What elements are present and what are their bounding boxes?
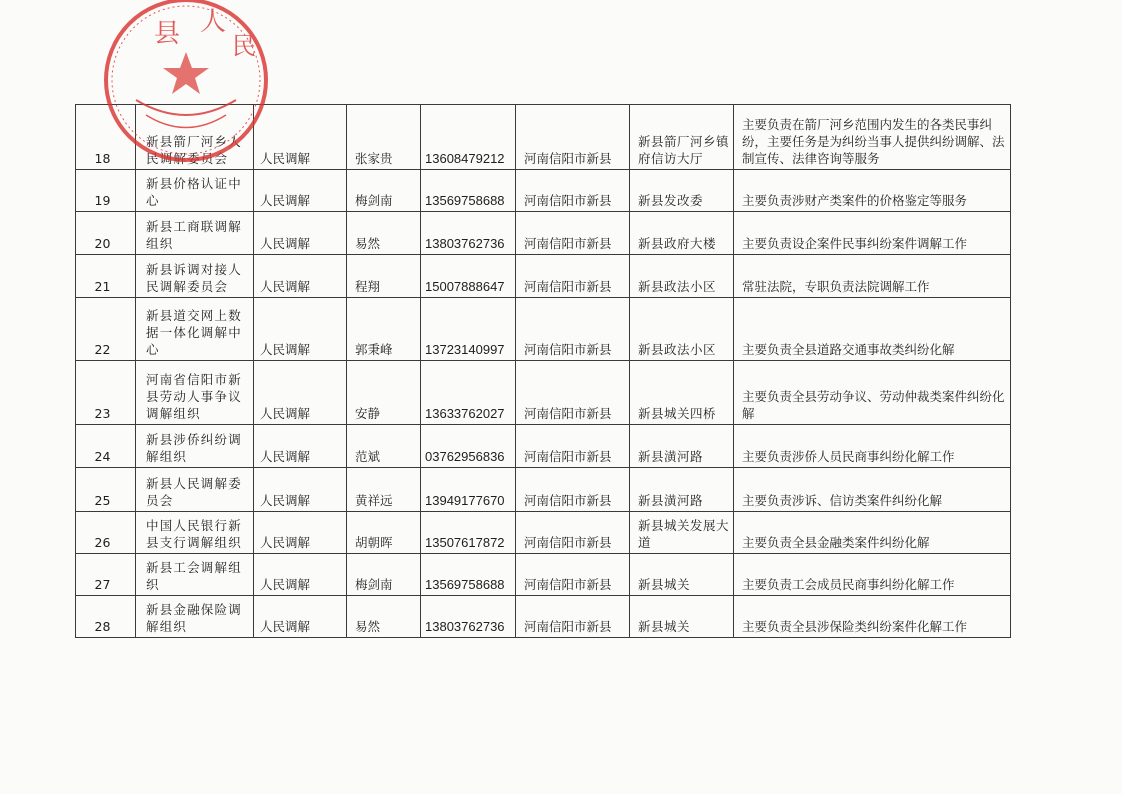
address: 新县箭厂河乡镇府信访大厅 <box>630 105 734 170</box>
row-number: 25 <box>76 468 136 512</box>
organization-name: 新县人民调解委员会 <box>136 468 254 512</box>
duty-description: 常驻法院，专职负责法院调解工作 <box>734 255 1011 298</box>
organization-name: 新县涉侨纠纷调解组织 <box>136 425 254 468</box>
phone-number: 13569758688 <box>421 170 516 212</box>
phone-number: 13608479212 <box>421 105 516 170</box>
contact-person: 张家贵 <box>347 105 421 170</box>
table-row <box>76 468 1011 512</box>
row-number: 26 <box>76 512 136 554</box>
mediation-type: 人民调解 <box>254 298 347 361</box>
mediation-type: 人民调解 <box>254 512 347 554</box>
address: 新县城关四桥 <box>630 361 734 425</box>
row-number: 18 <box>76 105 136 170</box>
region: 河南信阳市新县 <box>516 596 630 638</box>
organization-name: 河南省信阳市新县劳动人事争议调解组织 <box>136 361 254 425</box>
svg-text:人: 人 <box>200 7 227 37</box>
duty-description: 主要负责涉诉、信访类案件纠纷化解 <box>734 468 1011 512</box>
contact-person: 胡朝晖 <box>347 512 421 554</box>
contact-person: 易然 <box>347 596 421 638</box>
phone-number: 15007888647 <box>421 255 516 298</box>
table-row <box>76 596 1011 638</box>
phone-number: 13569758688 <box>421 554 516 596</box>
duty-description: 主要负责涉侨人员民商事纠纷化解工作 <box>734 425 1011 468</box>
mediation-type: 人民调解 <box>254 212 347 255</box>
region: 河南信阳市新县 <box>516 255 630 298</box>
contact-person: 程翔 <box>347 255 421 298</box>
table-row <box>76 425 1011 468</box>
organization-name: 中国人民银行新县支行调解组织 <box>136 512 254 554</box>
address: 新县城关发展大道 <box>630 512 734 554</box>
mediation-type: 人民调解 <box>254 361 347 425</box>
phone-number: 13949177670 <box>421 468 516 512</box>
table-row <box>76 212 1011 255</box>
duty-description: 主要负责在箭厂河乡范围内发生的各类民事纠纷，主要任务是为纠纷当事人提供纠纷调解、法制宣传、法律咨询等服务 <box>734 105 1011 170</box>
contact-person: 范斌 <box>347 425 421 468</box>
address: 新县政府大楼 <box>630 212 734 255</box>
region: 河南信阳市新县 <box>516 170 630 212</box>
svg-text:民: 民 <box>232 32 256 60</box>
duty-description: 主要负责工会成员民商事纠纷化解工作 <box>734 554 1011 596</box>
phone-number: 13803762736 <box>421 596 516 638</box>
duty-description: 主要负责全县道路交通事故类纠纷化解 <box>734 298 1011 361</box>
row-number: 23 <box>76 361 136 425</box>
table-row <box>76 298 1011 361</box>
address: 新县城关 <box>630 554 734 596</box>
phone-number: 03762956836 <box>421 425 516 468</box>
contact-person: 郭秉峰 <box>347 298 421 361</box>
duty-description: 主要负责全县涉保险类纠纷案件化解工作 <box>734 596 1011 638</box>
region: 河南信阳市新县 <box>516 105 630 170</box>
organization-name: 新县价格认证中心 <box>136 170 254 212</box>
row-number: 28 <box>76 596 136 638</box>
address: 新县潢河路 <box>630 425 734 468</box>
row-number: 22 <box>76 298 136 361</box>
contact-person: 安静 <box>347 361 421 425</box>
row-number: 19 <box>76 170 136 212</box>
duty-description: 主要负责设企案件民事纠纷案件调解工作 <box>734 212 1011 255</box>
phone-number: 13633762027 <box>421 361 516 425</box>
phone-number: 13723140997 <box>421 298 516 361</box>
region: 河南信阳市新县 <box>516 468 630 512</box>
region: 河南信阳市新县 <box>516 512 630 554</box>
mediation-organizations-table <box>75 104 1011 638</box>
address: 新县政法小区 <box>630 298 734 361</box>
mediation-type: 人民调解 <box>254 425 347 468</box>
mediation-type: 人民调解 <box>254 105 347 170</box>
row-number: 27 <box>76 554 136 596</box>
region: 河南信阳市新县 <box>516 298 630 361</box>
phone-number: 13803762736 <box>421 212 516 255</box>
contact-person: 梅剑南 <box>347 170 421 212</box>
row-number: 24 <box>76 425 136 468</box>
address: 新县发改委 <box>630 170 734 212</box>
contact-person: 易然 <box>347 212 421 255</box>
address: 新县政法小区 <box>630 255 734 298</box>
organization-name: 新县诉调对接人民调解委员会 <box>136 255 254 298</box>
phone-number: 13507617872 <box>421 512 516 554</box>
row-number: 20 <box>76 212 136 255</box>
organization-name: 新县道交网上数据一体化调解中心 <box>136 298 254 361</box>
address: 新县潢河路 <box>630 468 734 512</box>
table-row <box>76 554 1011 596</box>
region: 河南信阳市新县 <box>516 212 630 255</box>
organization-name: 新县金融保险调解组织 <box>136 596 254 638</box>
contact-person: 梅剑南 <box>347 554 421 596</box>
table-row <box>76 512 1011 554</box>
contact-person: 黄祥远 <box>347 468 421 512</box>
table-row <box>76 361 1011 425</box>
region: 河南信阳市新县 <box>516 361 630 425</box>
address: 新县城关 <box>630 596 734 638</box>
mediation-type: 人民调解 <box>254 596 347 638</box>
duty-description: 主要负责全县劳动争议、劳动仲裁类案件纠纷化解 <box>734 361 1011 425</box>
table-row <box>76 105 1011 170</box>
organization-name: 新县箭厂河乡人民调解委员会 <box>136 105 254 170</box>
organization-name: 新县工会调解组织 <box>136 554 254 596</box>
table-row <box>76 255 1011 298</box>
mediation-type: 人民调解 <box>254 554 347 596</box>
organization-name: 新县工商联调解组织 <box>136 212 254 255</box>
region: 河南信阳市新县 <box>516 425 630 468</box>
region: 河南信阳市新县 <box>516 554 630 596</box>
svg-text:县: 县 <box>154 19 181 49</box>
duty-description: 主要负责全县金融类案件纠纷化解 <box>734 512 1011 554</box>
row-number: 21 <box>76 255 136 298</box>
table-row <box>76 170 1011 212</box>
mediation-type: 人民调解 <box>254 468 347 512</box>
mediation-type: 人民调解 <box>254 255 347 298</box>
duty-description: 主要负责涉财产类案件的价格鉴定等服务 <box>734 170 1011 212</box>
mediation-type: 人民调解 <box>254 170 347 212</box>
